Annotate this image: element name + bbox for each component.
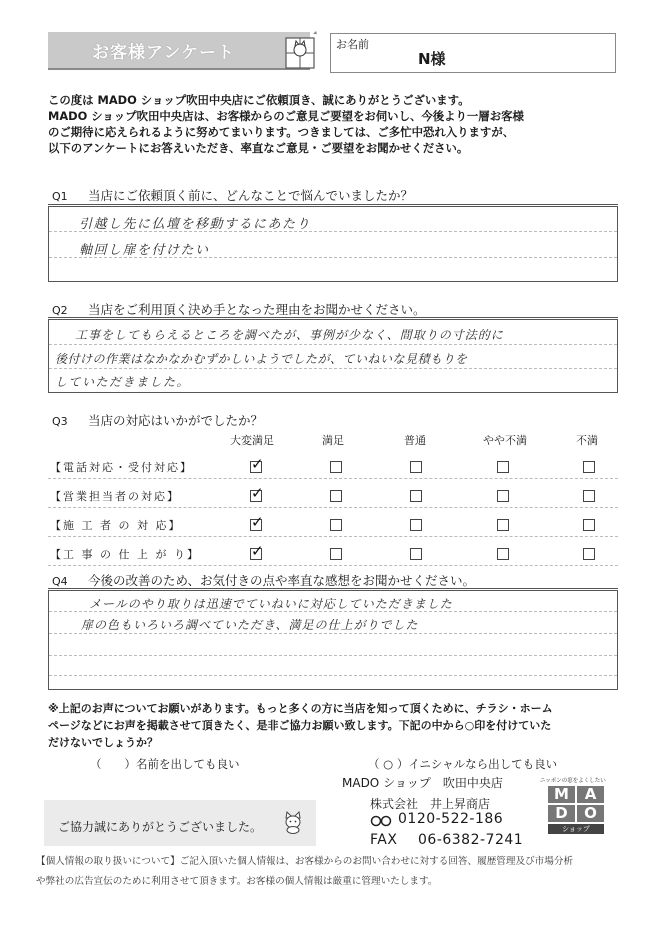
rating-checkbox[interactable]	[410, 490, 422, 502]
thanks-message: ご協力誠にありがとうございました。	[58, 820, 263, 834]
q2-answer-box	[48, 319, 618, 393]
fax-number: 06-6382-7241	[418, 832, 524, 848]
rating-checkbox[interactable]	[497, 461, 509, 473]
q2-answer-line: していただきました。	[55, 375, 191, 389]
q2-question: Q2 当店をご利用頂く決め手となった理由をお聞かせください。	[52, 302, 426, 317]
check-mark-icon: ✓	[251, 513, 264, 531]
column-satisfied: 満足	[322, 434, 344, 447]
rating-checkbox[interactable]	[583, 519, 595, 531]
q2-answer-line: 後付けの作業はなかなかむずかしいようでしたが、ていねいな見積もりを	[55, 352, 468, 366]
column-somewhat-dissatisfied: やや不満	[483, 434, 527, 447]
rating-checkbox[interactable]	[410, 548, 422, 560]
column-very-satisfied: 大変満足	[230, 434, 274, 447]
rating-checkbox[interactable]	[497, 519, 509, 531]
choice-name-ok: （ ）名前を出しても良い	[90, 757, 240, 771]
q4-answer-line: メールのやり取りは迅速でていねいに対応していただきました	[89, 597, 453, 611]
q1-answer-line: 軸回し扉を付けたい	[79, 243, 210, 258]
rating-checkbox[interactable]	[497, 490, 509, 502]
rating-checkbox[interactable]	[583, 548, 595, 560]
rating-checkbox[interactable]	[410, 519, 422, 531]
rating-row-label: 【施 工 者 の 対 応】	[50, 519, 182, 532]
rating-checkbox[interactable]	[330, 461, 342, 473]
page-title: お客様アンケート	[92, 43, 235, 63]
fax-label: FAX	[370, 832, 398, 848]
rating-checkbox[interactable]	[330, 490, 342, 502]
q4-answer-line: 扉の色もいろいろ調べていただき、満足の仕上がりでした	[81, 618, 419, 632]
mado-logo: M A D O ショップ	[548, 786, 604, 836]
tel-number: 0120-522-186	[398, 811, 504, 827]
cat-icon	[282, 810, 304, 834]
check-mark-icon: ✓	[251, 455, 264, 473]
rating-checkbox[interactable]	[583, 461, 595, 473]
customer-name: N様	[418, 50, 446, 68]
q1-question: Q1 当店にご依頼頂く前に、どんなことで悩んでいましたか？	[52, 188, 414, 203]
name-box	[330, 33, 616, 73]
rating-row-label: 【営業担当者の対応】	[50, 490, 180, 503]
column-dissatisfied: 不満	[576, 434, 598, 447]
logo-tagline: ニッポンの窓をよくしたい	[540, 778, 606, 784]
shop-name: MADO ショップ 吹田中央店	[342, 776, 503, 790]
rating-checkbox[interactable]	[497, 548, 509, 560]
check-mark-icon: ✓	[251, 542, 264, 560]
q1-answer-line: 引越し先に仏壇を移動するにあたり	[79, 217, 312, 232]
check-mark-icon: ✓	[251, 484, 264, 502]
q3-question: Q3 当店の対応はいかがでしたか？	[52, 413, 264, 428]
rating-row-label: 【電話対応・受付対応】	[50, 461, 193, 474]
name-label: お名前	[336, 38, 369, 51]
q1-answer-box	[48, 206, 618, 282]
intro-text: この度は MADO ショップ吹田中央店にご依頼頂き、誠にありがとうございます。 MADO ショップ吹田中央店は、お客様からのご意見ご要望をお伺いし、今後より一層お客様 のご期待に応えられるように努めてまいります。つきましては、ご多忙中恐れ入りますが、 以下のアンケートにお答えいただき、率直なご意見・ご要望をお聞かせください。	[48, 93, 524, 155]
choice-initial-ok: （ ○ ）イニシャルなら出しても良い	[368, 757, 558, 771]
q4-answer-box	[48, 590, 618, 690]
privacy-notice: 【個人情報の取り扱いについて】ご記入頂いた個人情報は、お客様からのお問い合わせに対する回答、履歴管理及び市場分析 や弊社の広告宣伝のために利用させて頂きます。お客様の個人情報は厳重に管理いたします。	[36, 856, 574, 887]
column-neutral: 普通	[404, 434, 426, 447]
q2-answer-line: 工事をしてもらえるところを調べたが、事例が少なく、間取りの寸法的に	[75, 328, 504, 342]
publication-request: ※上記のお声についてお願いがあります。もっと多くの方に当店を知って頂くために、チラシ・ホーム ページなどにお声を掲載させて頂きたく、是非ご協力お願い致します。下記の中から○印を付けていた だけないでしょうか？	[48, 702, 553, 749]
rating-checkbox[interactable]	[410, 461, 422, 473]
rating-checkbox[interactable]	[330, 548, 342, 560]
q4-question: Q4 今後の改善のため、お気付きの点や率直な感想をお聞かせください。	[52, 573, 476, 588]
rating-checkbox[interactable]	[583, 490, 595, 502]
free-dial-icon	[370, 815, 392, 827]
rating-row-label: 【工 事 の 仕 上 が り】	[50, 548, 200, 561]
rating-checkbox[interactable]	[330, 519, 342, 531]
company-name: 株式会社 井上昇商店	[370, 797, 491, 811]
cat-mascot-icon	[280, 28, 320, 72]
